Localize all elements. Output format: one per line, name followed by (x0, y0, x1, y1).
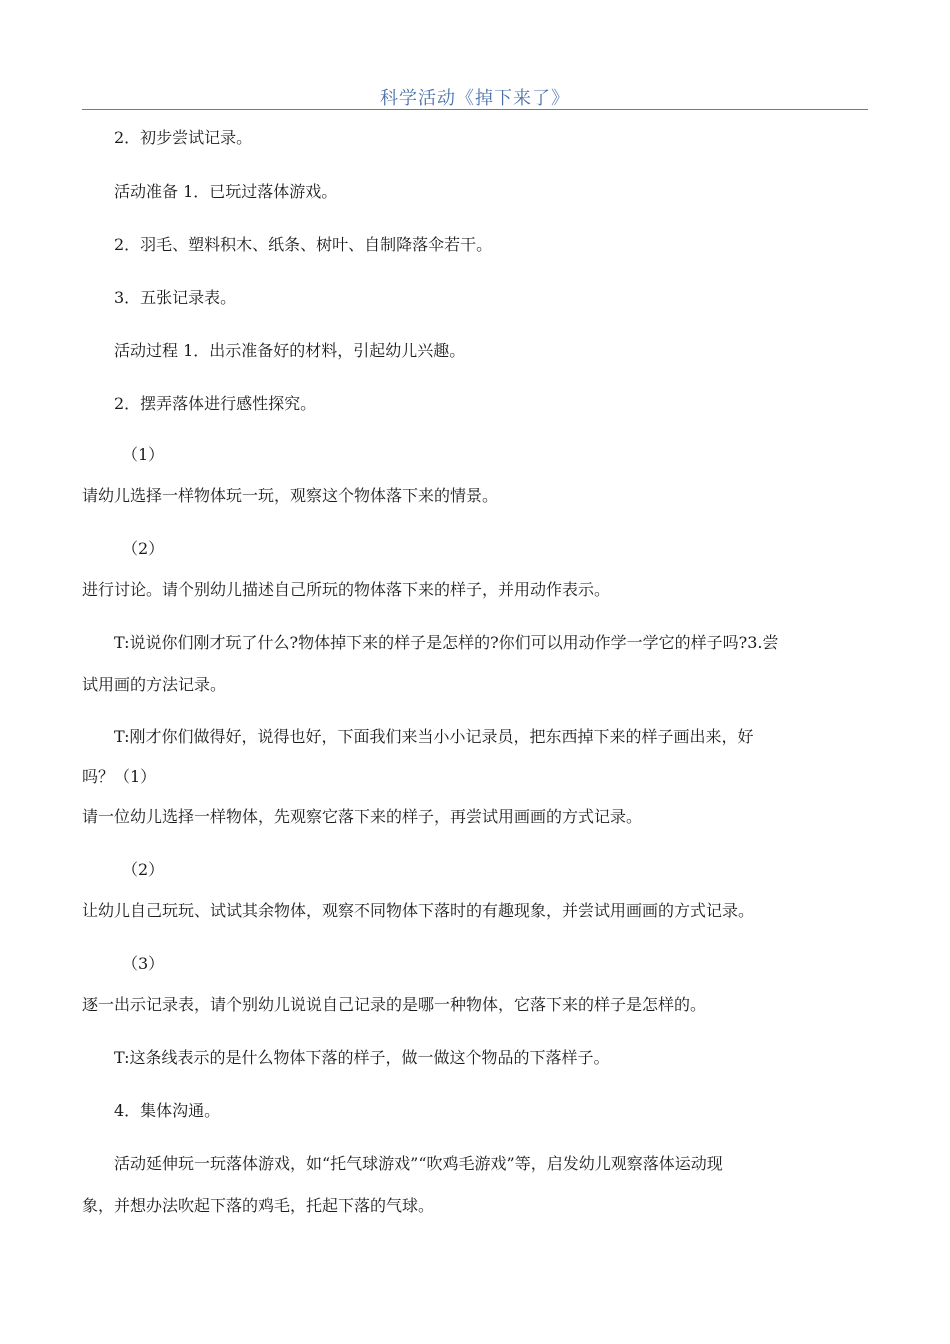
paragraph-line: （2） (122, 539, 165, 558)
paragraph-line: 吗？（1） (82, 767, 157, 786)
paragraph-line: 请幼儿选择一样物体玩一玩，观察这个物体落下来的情景。 (82, 486, 499, 505)
paragraph-line: 进行讨论。请个别幼儿描述自己所玩的物体落下来的样子，并用动作表示。 (82, 580, 611, 599)
document-title: 科学活动《掉下来了》 (380, 88, 570, 109)
paragraph-line: T:这条线表示的是什么物体下落的样子，做一做这个物品的下落样子。 (114, 1048, 610, 1067)
paragraph-line: 2．羽毛、塑料积木、纸条、树叶、自制降落伞若干。 (114, 235, 493, 254)
paragraph-line: 让幼儿自己玩玩、试试其余物体，观察不同物体下落时的有趣现象，并尝试用画画的方式记录。 (82, 901, 755, 920)
paragraph-line: 活动延伸玩一玩落体游戏，如“托气球游戏”“吹鸡毛游戏”等，启发幼儿观察落体运动现 (114, 1154, 723, 1173)
paragraph-line: 活动过程 1．出示准备好的材料，引起幼儿兴趣。 (114, 341, 466, 360)
paragraph-line: 试用画的方法记录。 (82, 675, 227, 694)
paragraph-line: T:说说你们刚才玩了什么?物体掉下来的样子是怎样的?你们可以用动作学一学它的样子吗?3.尝 (114, 633, 779, 652)
page-header (82, 80, 868, 110)
paragraph-line: 2．摆弄落体进行感性探究。 (114, 394, 317, 413)
paragraph-line: （2） (122, 860, 165, 879)
paragraph-line: （1） (122, 445, 165, 464)
paragraph-line: （3） (122, 954, 165, 973)
paragraph-line: 3．五张记录表。 (114, 288, 237, 307)
paragraph-line: T:刚才你们做得好，说得也好，下面我们来当小小记录员，把东西掉下来的样子画出来，好 (114, 727, 754, 746)
paragraph-line: 象，并想办法吹起下落的鸡毛，托起下落的气球。 (82, 1196, 435, 1215)
paragraph-line: 4．集体沟通。 (114, 1101, 221, 1120)
paragraph-line: 活动准备 1．已玩过落体游戏。 (114, 182, 338, 201)
paragraph-line: 逐一出示记录表，请个别幼儿说说自己记录的是哪一种物体，它落下来的样子是怎样的。 (82, 995, 707, 1014)
paragraph-line: 2．初步尝试记录。 (114, 128, 253, 147)
paragraph-line: 请一位幼儿选择一样物体，先观察它落下来的样子，再尝试用画画的方式记录。 (82, 807, 643, 826)
